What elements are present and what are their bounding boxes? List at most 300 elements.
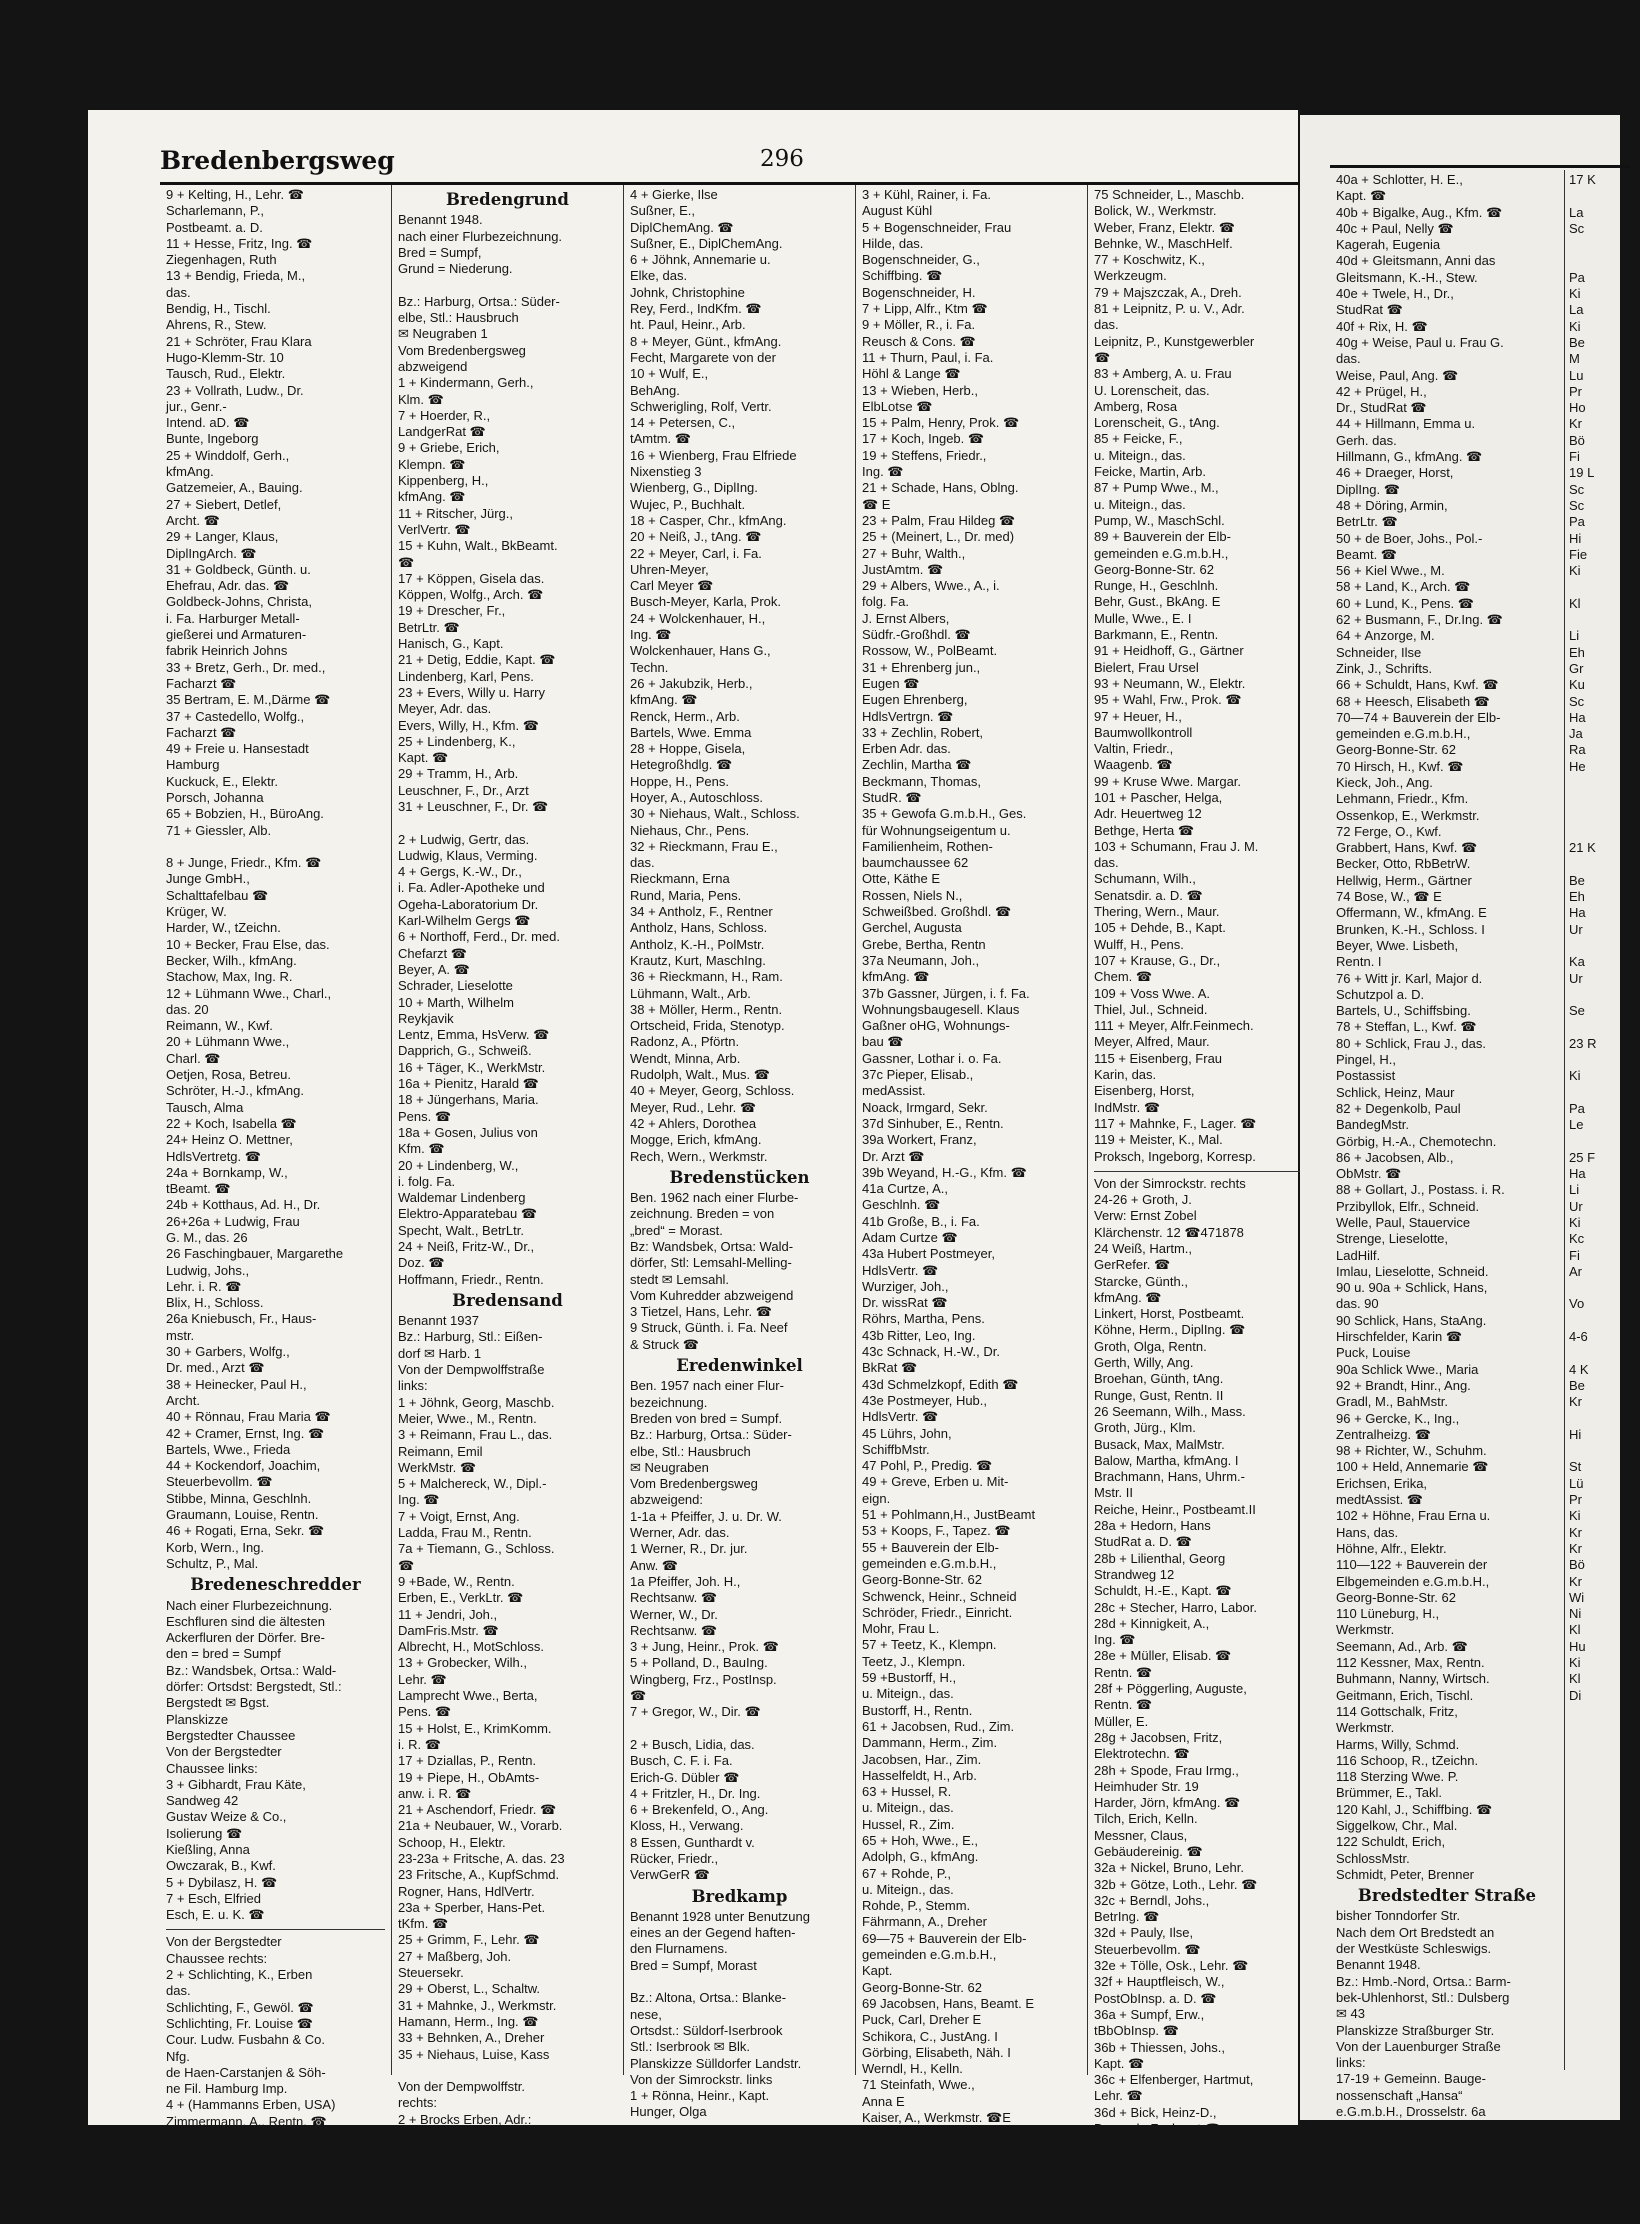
directory-entry-line: Von der Lauenburger Straße xyxy=(1336,2038,1501,2054)
directory-entry-line: 5 + Polland, D., BauIng. xyxy=(630,1655,768,1671)
directory-entry-line xyxy=(1569,612,1621,628)
directory-entry-line: 2 + Brocks Erben, Adr.: xyxy=(398,2111,532,2127)
directory-entry-line: Grebe, Bertha, Rentn xyxy=(862,936,986,952)
directory-entry-line: Dettloff, Paul, kfmAng. I xyxy=(862,2142,999,2158)
directory-entry-line: Ben. 1962 nach einer Flurbe- xyxy=(630,1190,799,1206)
directory-entry-line: Antholz, Hans, Schloss. xyxy=(630,920,768,936)
directory-entry-line: Harms, Willy, Schmd. xyxy=(1336,1736,1460,1752)
directory-entry-line xyxy=(166,839,385,855)
directory-entry-line: Ing. ☎ xyxy=(630,627,672,643)
directory-entry-line: Seemann, Ad., Arb. ☎ xyxy=(1336,1638,1468,1654)
directory-entry-line: 18 + Casper, Chr., kfmAng. xyxy=(630,512,787,528)
directory-entry-line: gießerei und Armaturen- xyxy=(166,627,307,643)
directory-entry-line: SchiffbMstr. xyxy=(862,1441,930,1457)
directory-entry-line: u. Miteign., das. xyxy=(862,1881,954,1897)
directory-entry-line: Fährmann, A., Dreher xyxy=(862,1914,987,1930)
directory-entry-line: baumchaussee 62 xyxy=(862,855,969,871)
directory-entry-line: Rieckmann, Erna xyxy=(630,871,730,887)
directory-entry-line: Eh xyxy=(1569,889,1585,905)
directory-entry-line: 89 + Bauverein der Elb- xyxy=(1094,529,1231,545)
directory-entry-line: ✉ Neugraben 1 xyxy=(398,326,488,342)
directory-entry-line: 13 + Bendig, Frieda, M., xyxy=(166,268,306,284)
adjacent-column-2 xyxy=(1565,170,1625,2070)
directory-entry-line: 56 + Kiel Wwe., M. xyxy=(1336,563,1445,579)
directory-entry-line: Lehr. ☎ xyxy=(398,1671,447,1687)
directory-entry-line: 35 + Gewofa G.m.b.H., Ges. xyxy=(862,806,1027,822)
directory-entry-line: Schwerigling, Rolf, Vertr. xyxy=(630,398,772,414)
directory-entry-line: Wienberg, G., DiplIng. xyxy=(630,480,758,496)
directory-entry-line: Eugen Ehrenberg, xyxy=(862,692,968,708)
directory-entry-line: HdlsVertr. ☎ xyxy=(862,1409,939,1425)
directory-entry-line: Renck, Herm., Arb. xyxy=(630,708,740,724)
directory-entry-line: Techn. xyxy=(630,659,669,675)
directory-entry-line: Tausch, Alma xyxy=(166,1099,244,1115)
directory-entry-line: Schweißbed. Großhdl. ☎ xyxy=(862,904,1012,920)
directory-entry-line: Thering, Wern., Maur. xyxy=(1094,904,1220,920)
directory-entry-line: 8 + Junge, Friedr., Kfm. ☎ xyxy=(166,855,322,871)
directory-entry-line: Grund = Niederung. xyxy=(398,261,513,277)
directory-entry-line: 16a + Pienitz, Harald ☎ xyxy=(398,1076,539,1092)
directory-entry-line: 40a + Schlotter, H. E., xyxy=(1336,172,1463,187)
directory-entry-line: 90 Schlick, Hans, StaAng. xyxy=(1336,1312,1487,1328)
directory-entry-line: das. xyxy=(1336,351,1361,367)
directory-entry-line: Tausch, Rud., Elektr. xyxy=(166,366,286,382)
directory-entry-line: Nixenstieg 3 xyxy=(630,464,702,480)
directory-entry-line: 4 + Fritzler, H., Dr. Ing. xyxy=(630,1785,761,1801)
directory-entry-line: 1a Pfeiffer, Joh. H., xyxy=(630,1573,741,1589)
directory-entry-line: mstr. xyxy=(166,1327,195,1343)
directory-entry-line: 31 + Mahnke, J., Werkmstr. xyxy=(398,1997,557,2013)
directory-entry-line: 21a + Neubauer, W., Vorarb. xyxy=(398,1818,563,1834)
directory-entry-line: Pens. ☎ xyxy=(398,1108,452,1124)
directory-entry-line: Mohr, Frau L. xyxy=(862,1621,940,1637)
directory-entry-line: Beamt. ☎ xyxy=(1336,546,1397,562)
directory-entry-line: Archt. ☎ xyxy=(166,512,220,528)
directory-entry-line: Elke, das. xyxy=(630,268,688,284)
directory-entry-line: anw. i. R. ☎ xyxy=(398,1785,472,1801)
directory-entry-line: Wendt, Minna, Arb. xyxy=(630,1050,741,1066)
directory-entry-line: 98 + Richter, W., Schuhm. xyxy=(1336,1443,1487,1459)
directory-entry-line: Kuckuck, E., Elektr. xyxy=(166,773,278,789)
directory-entry-line: BandegMstr. xyxy=(1336,1117,1409,1133)
directory-entry-line: Gustav Weize & Co., xyxy=(166,1809,287,1825)
directory-entry-line: Erichsen, Erika, xyxy=(1336,1475,1428,1491)
directory-entry-line: 20 + Neiß, J., tAng. ☎ xyxy=(630,529,762,545)
directory-entry-line: 5 + Dybilasz, H. ☎ xyxy=(166,1874,278,1890)
directory-entry-line: Broehan, Günth, tAng. xyxy=(1094,1371,1224,1387)
directory-entry-line: Ki xyxy=(1569,1508,1581,1524)
directory-entry-line: 31 + Ehrenberg jun., xyxy=(862,659,981,675)
directory-entry-line: nach einer Flurbezeichnung. xyxy=(398,228,563,244)
directory-entry-line: 10 + Becker, Frau Else, das. xyxy=(166,936,330,952)
directory-entry-line: 25 F xyxy=(1569,1149,1596,1165)
directory-entry-line: Planskizze xyxy=(166,1711,229,1727)
directory-entry-line: 7 + Voigt, Ernst, Ang. xyxy=(398,1508,520,1524)
directory-entry-line: Schuldt, H.-E., Kapt. ☎ xyxy=(1094,1583,1232,1599)
directory-entry-line: BetrLtr. ☎ xyxy=(1336,514,1398,530)
directory-entry-line: Von der Bergstedter xyxy=(166,1934,282,1950)
directory-entry-line: Specht, Walt., BetrLtr. xyxy=(398,1222,524,1238)
directory-entry-line: Wujec, P., Buchhalt. xyxy=(630,496,746,512)
directory-entry-line: ObMstr. ☎ xyxy=(1336,1166,1402,1182)
directory-entry-line: Kr xyxy=(1569,416,1582,432)
directory-entry-line: 107 + Krause, G., Dr., xyxy=(1094,952,1221,968)
directory-entry-line: 96 + Gercke, K., Ing., xyxy=(1336,1410,1460,1426)
directory-entry-line: Rogner, Hans, HdlVertr. xyxy=(398,1883,535,1899)
directory-entry-line: gemeinden e.G.m.b.H., xyxy=(1094,545,1229,561)
directory-entry-line: Pr xyxy=(1569,383,1582,399)
directory-entry-line: Evers, Willy, H., Kfm. ☎ xyxy=(398,717,539,733)
directory-entry-line: Wingberg, Frz., PostInsp. xyxy=(630,1671,777,1687)
directory-entry-line: 22 + Meyer, Carl, i. Fa. xyxy=(630,545,762,561)
directory-entry-line: G. Sievers, das. xyxy=(398,2128,491,2144)
directory-entry-line: 14 + Petersen, C., xyxy=(630,415,736,431)
directory-entry-line: u. Miteign., das. xyxy=(862,1800,954,1816)
directory-entry-line: 26 + Jakubzik, Herb., xyxy=(630,675,753,691)
directory-entry-line: 18 + Jüngerhans, Maria. xyxy=(398,1092,539,1108)
directory-entry-line: das. xyxy=(166,1983,191,1999)
directory-entry-line xyxy=(630,1721,849,1737)
directory-entry-line: Nach einer Flurbezeichnung. xyxy=(166,1597,333,1613)
directory-entry-line: dörfer: Ortsdst: Bergstedt, Stl.: xyxy=(166,1679,342,1695)
directory-entry-line: Kapt. ☎ xyxy=(1336,188,1387,204)
directory-entry-line: 65 + Hoh, Wwe., E., xyxy=(862,1832,978,1848)
directory-entry-line: 40g + Weise, Paul u. Frau G. xyxy=(1336,334,1504,350)
directory-entry-line: Kr xyxy=(1569,1524,1582,1540)
directory-entry-line: 4-6 xyxy=(1569,1329,1588,1345)
directory-column-5 xyxy=(1088,185,1320,2218)
directory-entry-line: 99 + Kruse Wwe. Margar. xyxy=(1094,773,1242,789)
directory-entry-line: 18a + Gosen, Julius von xyxy=(398,1124,538,1140)
directory-entry-line: VerlVertr. ☎ xyxy=(398,521,471,537)
directory-entry-line: Lehmann, Friedr., Kfm. xyxy=(1336,791,1469,807)
directory-entry-line: Bartels, U., Schiffsbing. xyxy=(1336,1003,1471,1019)
directory-entry-line: Schrader, Lieselotte xyxy=(398,978,513,994)
directory-entry-line: Breden von bred = Sumpf. xyxy=(630,1410,783,1426)
directory-entry-line: 15 + Palm, Henry, Prok. ☎ xyxy=(862,415,1020,431)
directory-entry-line: Lorenscheit, G., tAng. xyxy=(1094,415,1220,431)
directory-entry-line: BkRat ☎ xyxy=(862,1360,918,1376)
directory-entry-line: 25 + Grimm, F., Lehr. ☎ xyxy=(398,1932,540,1948)
directory-entry-line: 110—122 + Bauverein der xyxy=(1336,1557,1488,1573)
directory-entry-line: Chaussee links: xyxy=(166,1760,258,1776)
directory-entry-line: Meier, Wwe., M., Rentn. xyxy=(398,1410,537,1426)
directory-entry-line: Busch-Meyer, Karla, Prok. xyxy=(630,594,781,610)
directory-entry-line: Benannt 1928 unter Benutzung xyxy=(630,1908,810,1924)
directory-entry-line: Hamburg xyxy=(166,757,220,773)
directory-entry-line: Owczarak, B., Kwf. xyxy=(166,1858,276,1874)
directory-entry-line: 13 + Grobecker, Wilh., xyxy=(398,1655,527,1671)
directory-entry-line: Ki xyxy=(1569,1215,1581,1230)
directory-entry-line: Li xyxy=(1569,628,1580,644)
directory-entry-line: 7a + Tiemann, G., Schloss. xyxy=(398,1541,555,1557)
directory-entry-line: Waagenb. ☎ xyxy=(1094,757,1173,773)
directory-entry-line: 1-1a + Pfeiffer, J. u. Dr. W. xyxy=(630,1508,782,1524)
directory-entry-line: Sc xyxy=(1569,220,1585,236)
directory-entry-line: 62 + Busmann, F., Dr.Ing. ☎ xyxy=(1336,612,1503,628)
directory-entry-line xyxy=(1569,1280,1621,1296)
directory-entry-line: ✉ Neugraben xyxy=(630,1459,709,1475)
directory-entry-line: Hilde, das. xyxy=(862,235,924,251)
directory-entry-line: Schutzpol a. D. xyxy=(1336,986,1425,1002)
directory-entry-line: Lamprecht Wwe., Berta, xyxy=(398,1688,538,1704)
directory-entry-line: Strandweg 12 xyxy=(1094,1566,1175,1582)
directory-entry-line: Blix, H., Schloss. xyxy=(166,1295,264,1311)
directory-entry-line: Lehr. i. R. ☎ xyxy=(166,1278,242,1294)
directory-entry-line: Rudolph, Walt., Mus. ☎ xyxy=(630,1067,770,1083)
directory-entry-line: Hanisch, G., Kapt. xyxy=(398,636,504,652)
street-heading: Bredengrund xyxy=(446,190,569,209)
directory-entry-line: Waldemar Lindenberg xyxy=(398,1190,526,1206)
directory-entry-line: 66 + Schuldt, Hans, Kwf. ☎ xyxy=(1336,677,1499,693)
directory-entry-line: 16 + Wienberg, Frau Elfriede xyxy=(630,447,797,463)
directory-entry-line: Bolick, W., Werkmstr. xyxy=(1094,203,1217,219)
directory-entry-line: 36d + Bick, Heinz-D., xyxy=(1094,2104,1217,2120)
directory-entry-line: 23 R xyxy=(1569,1035,1597,1051)
directory-entry-line: Archt. xyxy=(166,1392,200,1408)
directory-entry-line: 29 + Langer, Klaus, xyxy=(166,529,279,545)
directory-entry-line: Vom Bredenbergsweg xyxy=(398,342,526,358)
directory-entry-line: 77 + Koschwitz, K., xyxy=(1094,252,1205,268)
directory-entry-line: Li xyxy=(1569,1182,1580,1198)
directory-entry-line: Zink, J., Schrifts. xyxy=(1336,660,1433,676)
directory-entry-line: Be xyxy=(1569,1377,1585,1393)
directory-entry-line xyxy=(398,277,617,293)
directory-entry-line: Werkmstr. xyxy=(1336,1720,1395,1736)
directory-entry-line: 117 + Mahnke, F., Lager. ☎ xyxy=(1094,1115,1257,1131)
directory-entry-line: 40b + Bigalke, Aug., Kfm. ☎ xyxy=(1336,204,1503,220)
directory-entry-line: Rentn. I xyxy=(1336,954,1382,970)
directory-entry-line: Leuschner, F., Dr., Arzt xyxy=(398,782,529,798)
directory-entry-line: 38 + Heinecker, Paul H., xyxy=(166,1376,307,1392)
directory-entry-line: Kramp, Hans, Lagerhalt. E xyxy=(862,2175,1016,2191)
street-heading: Bredensand xyxy=(452,1290,563,1310)
directory-entry-line: Brachmann, Hans, Uhrm.- xyxy=(1094,1469,1245,1485)
directory-entry-line: Schröder, Friedr., Einricht. xyxy=(862,1604,1013,1620)
directory-entry-line: Siggelkow, Chr., Mal. xyxy=(1336,1817,1458,1833)
directory-entry-line: Wolckenhauer, Hans G., xyxy=(630,643,771,659)
directory-entry-line: Welle, Paul, Stauervice xyxy=(1336,1215,1471,1230)
directory-entry-line: Przibyllok, Elfr., Schneid. xyxy=(1336,1198,1480,1214)
directory-entry-line: Südfr.-Großhdl. ☎ xyxy=(862,627,971,643)
directory-entry-line: Johnk, Christophine xyxy=(630,284,745,300)
directory-entry-line: Eh xyxy=(1569,644,1585,660)
directory-entry-line: 35 + Niehaus, Luise, Kass xyxy=(398,2046,550,2062)
directory-entry-line: Ki xyxy=(1569,318,1581,334)
directory-entry-line: 21 + Detig, Eddie, Kapt. ☎ xyxy=(398,652,556,668)
directory-entry-line: 115 + Eisenberg, Frau xyxy=(1094,1050,1223,1066)
directory-entry-line: 69 Jacobsen, Hans, Beamt. E xyxy=(862,1995,1034,2011)
directory-entry-line: BetrLtr. ☎ xyxy=(398,619,460,635)
directory-entry-line: Balow, Martha, kfmAng. I xyxy=(1094,1452,1239,1468)
directory-entry-line xyxy=(1569,1052,1621,1068)
directory-entry-line: 24-26 + Groth, J. xyxy=(1094,1192,1192,1208)
directory-entry-line: August Kühl xyxy=(862,203,933,219)
directory-entry-line: Dr. med., Facharzt ☎ xyxy=(1094,2121,1221,2137)
directory-entry-line: Ha xyxy=(1569,1166,1586,1182)
directory-entry-line: 21 + Schade, Hans, Oblng. xyxy=(862,480,1019,496)
directory-entry-line: Ni xyxy=(1569,1606,1582,1622)
directory-entry-line: Ur xyxy=(1569,921,1583,937)
directory-entry-line: 92 + Brandt, Hinr., Ang. xyxy=(1336,1377,1471,1393)
directory-entry-line: Ogeha-Laboratorium Dr. xyxy=(398,896,539,912)
directory-entry-line: 50 + de Boer, Johs., Pol.- xyxy=(1336,530,1483,546)
directory-entry-line: 39b Weyand, H.-G., Kfm. ☎ xyxy=(862,1164,1027,1180)
directory-entry-line xyxy=(1569,253,1621,269)
directory-entry-line: 42 + Ahlers, Dorothea xyxy=(630,1115,757,1131)
directory-entry-line: 6 + Northoff, Ferd., Dr. med. xyxy=(398,929,560,945)
directory-entry-line: Esch, E. u. K. ☎ xyxy=(166,1907,265,1923)
directory-entry-line: Postassist xyxy=(1336,1068,1396,1084)
directory-entry-line: 25 + Winddolf, Gerh., xyxy=(166,447,290,463)
directory-entry-line: 32e + Tölle, Osk., Lehr. ☎ xyxy=(1094,1958,1249,1974)
directory-entry-line: 101 + Pascher, Helga, xyxy=(1094,789,1223,805)
directory-entry-line: 2 + Schlichting, K., Erben xyxy=(166,1967,313,1983)
directory-entry-line: Lu xyxy=(1569,367,1584,383)
directory-entry-line: Beyer, Wwe. Lisbeth, xyxy=(1336,937,1459,953)
directory-entry-line: Gebäudereinig. ☎ xyxy=(1094,1843,1203,1859)
directory-entry-line: Werkzeugm. xyxy=(1094,268,1167,284)
directory-entry-line: Bielert, Frau Ursel xyxy=(1094,659,1199,675)
directory-entry-line: 90 u. 90a + Schlick, Hans, xyxy=(1336,1280,1488,1296)
directory-entry-line: Bunte, Ingeborg xyxy=(166,431,259,447)
directory-entry-line: Bergstedt ✉ Bgst. xyxy=(166,1695,270,1711)
directory-entry-line: 17 + Koch, Ingeb. ☎ xyxy=(862,431,985,447)
directory-entry-line: Imlau, Lieselotte, Schneid. xyxy=(1336,1263,1489,1279)
directory-entry-line: Ha xyxy=(1569,709,1586,725)
directory-entry-line: Bö xyxy=(1569,1557,1585,1573)
directory-entry-line: Noack, Irmgard, Sekr. xyxy=(862,1099,988,1115)
directory-entry-line: 23 + Vollrath, Ludw., Dr. xyxy=(166,382,304,398)
directory-entry-line: Ortsdst.: Süldorf-Iserbrook xyxy=(630,2022,783,2038)
directory-entry-line: 4 K xyxy=(1569,1361,1589,1377)
directory-entry-line: 11 + Jendri, Joh., xyxy=(398,1606,498,1622)
directory-entry-line: 15 + Holst, E., KrimKomm. xyxy=(398,1720,552,1736)
directory-entry-line: Ka xyxy=(1569,954,1585,970)
directory-entry-line: u. Miteign., das. xyxy=(1094,447,1186,463)
directory-entry-line: 7 + Esch, Elfried xyxy=(166,1890,262,1906)
directory-entry-line: 22 + Koch, Isabella ☎ xyxy=(166,1115,297,1131)
directory-entry-line: Kr xyxy=(1569,1540,1582,1556)
directory-entry-line: Verw: Ernst Zobel xyxy=(1094,1208,1197,1224)
directory-entry-line: kfmAng. ☎ xyxy=(1094,1289,1162,1305)
directory-entry-line: Rechtsanw. ☎ xyxy=(630,1622,718,1638)
directory-entry-line: Fi xyxy=(1569,1247,1580,1263)
directory-entry-line: Albrecht, H., MotSchloss. xyxy=(398,1639,544,1655)
directory-entry-line: 28f + Pöggerling, Auguste, xyxy=(1094,1681,1247,1697)
directory-entry-line: Offermann, W., kfmAng. E xyxy=(1336,905,1487,921)
directory-entry-line: Krüger, W. xyxy=(166,904,227,920)
directory-entry-line: 122 Schuldt, Erich, xyxy=(1336,1834,1446,1850)
directory-entry-line: Krautz, Kurt, MaschIng. xyxy=(630,952,766,968)
directory-entry-line: 21 + Aschendorf, Friedr. ☎ xyxy=(398,1802,557,1818)
directory-entry-line: WerkMstr. ☎ xyxy=(398,1459,477,1475)
directory-entry-line xyxy=(1569,188,1621,204)
directory-entry-line: Stachow, Max, Ing. R. xyxy=(166,969,293,985)
directory-entry-line: Köppen, Wolfg., Arch. ☎ xyxy=(398,587,544,603)
directory-entry-line: bek-Uhlenhorst, Stl.: Dulsberg xyxy=(1336,1989,1510,2005)
directory-entry-line: Wi xyxy=(1569,1589,1585,1605)
directory-entry-line: Höhl & Lange ☎ xyxy=(862,366,961,382)
directory-entry-line: Sandweg 42 xyxy=(166,1793,239,1809)
directory-entry-line: Röhrs, Martha, Pens. xyxy=(862,1311,985,1327)
directory-entry-line: Kl xyxy=(1569,1671,1581,1687)
directory-entry-line: Behr, Gust., BkAng. E xyxy=(1094,594,1221,610)
directory-entry-line: 60 + Lund, K., Pens. ☎ xyxy=(1336,595,1474,611)
directory-entry-line: Eugen ☎ xyxy=(862,675,920,691)
directory-entry-line: Hans, das. xyxy=(1336,1524,1399,1540)
directory-entry-line: 33 + Behnken, A., Dreher xyxy=(398,2030,545,2046)
directory-entry-line: Intend. aD. ☎ xyxy=(166,415,250,431)
directory-entry-line: 7 + Gregor, W., Dir. ☎ xyxy=(630,1704,761,1720)
directory-entry-line xyxy=(398,815,617,831)
directory-entry-line: Gerh. das. xyxy=(1336,432,1397,448)
directory-entry-line: La xyxy=(1569,204,1584,220)
directory-entry-line: für Wohnungseigentum u. xyxy=(862,822,1011,838)
directory-entry-line: 48 + Döring, Armin, xyxy=(1336,497,1448,513)
directory-entry-line: 27 + Siebert, Detlef, xyxy=(166,496,282,512)
directory-entry-line: 9 +Bade, W., Rentn. xyxy=(398,1573,515,1589)
directory-entry-line: 24 + Neiß, Fritz-W., Dr., xyxy=(398,1239,535,1254)
page-header xyxy=(160,142,1320,182)
directory-entry-line: 49 + Greve, Erben u. Mit- xyxy=(862,1474,1009,1490)
directory-entry-line: 3 + Kühl, Rainer, i. Fa. xyxy=(862,187,991,202)
directory-entry-line: Erben, E., VerkLtr. ☎ xyxy=(398,1590,524,1606)
directory-column-2 xyxy=(392,185,624,2160)
directory-entry-line: Sievers, Rolf, Bauing. ☎ xyxy=(398,2144,543,2160)
directory-entry-line: 2 + Busch, Lidia, das. xyxy=(630,1736,755,1752)
directory-entry-line: 109 + Voss Wwe. A. xyxy=(1094,985,1210,1001)
directory-entry-line: Kc xyxy=(1569,1231,1585,1247)
directory-entry-line: 17 + Köppen, Gisela das. xyxy=(398,570,545,586)
directory-entry-line: Fecht, Margarete von der xyxy=(630,349,776,365)
directory-entry-line: Baumwollkontroll xyxy=(1094,724,1193,740)
directory-entry-line: Kapt. xyxy=(862,1963,893,1979)
directory-entry-line: Jacobsen, Har., Zim. xyxy=(862,1751,982,1767)
directory-entry-line: 47 Pohl, P., Predig. ☎ xyxy=(862,1458,993,1474)
directory-entry-line: Starcke, Günth., xyxy=(1094,1273,1188,1289)
directory-entry-line: 12 + Lühmann Wwe., Charl., xyxy=(166,985,332,1001)
directory-entry-line: Ludwig, Klaus, Verming. xyxy=(398,847,538,863)
directory-entry-line: Gradl, M., BahMstr. xyxy=(1336,1394,1448,1410)
directory-entry-line: Ur xyxy=(1569,1198,1583,1214)
directory-entry-line: 36e + Ehmsen, Emil, xyxy=(1094,2137,1215,2153)
directory-entry-line: Hu xyxy=(1569,1638,1586,1654)
directory-entry-line: Kfm. ☎ xyxy=(398,1141,445,1157)
directory-entry-line: eines an der Gegend haften- xyxy=(630,1925,796,1941)
directory-entry-line: Ra xyxy=(1569,742,1586,758)
directory-entry-line: Scharlemann, P., xyxy=(166,203,265,219)
directory-entry-line: Schröter, H.-J., kfmAng. xyxy=(166,1083,304,1099)
directory-entry-line: dorf ✉ Harb. 1 xyxy=(398,1345,482,1361)
directory-entry-line: Kloss, H., Verwang. xyxy=(630,1818,744,1834)
directory-entry-line xyxy=(1569,579,1621,595)
directory-entry-line: Familienheim, Rothen- xyxy=(862,838,993,854)
directory-entry-line: 3 + Jung, Heinr., Prok. ☎ xyxy=(630,1639,779,1655)
directory-entry-line: Thiel, Jul., Schneid. xyxy=(1094,1001,1208,1017)
directory-entry-line: 3 + Reimann, Frau L., das. xyxy=(398,1427,553,1443)
directory-entry-line: Meyer, Alfred, Maur. xyxy=(1094,1034,1210,1050)
directory-entry-line: 32b + Götze, Loth., Lehr. ☎ xyxy=(1094,1876,1258,1892)
directory-entry-line: Rohde, P., Stemm. xyxy=(862,1898,971,1914)
directory-entry-line: G. M., das. 26 xyxy=(166,1230,248,1245)
directory-entry-line: Kieck, Joh., Ang. xyxy=(1336,774,1433,790)
directory-entry-line: Weber, Franz, Elektr. ☎ xyxy=(1094,219,1235,235)
directory-entry-line: LadHilf. xyxy=(1336,1247,1381,1263)
directory-entry-line: 31 + Leuschner, F., Dr. ☎ xyxy=(398,798,549,814)
directory-entry-line: 9 + Möller, R., i. Fa. xyxy=(862,317,976,333)
directory-entry-line: u. Miteign., das. xyxy=(862,1686,954,1702)
